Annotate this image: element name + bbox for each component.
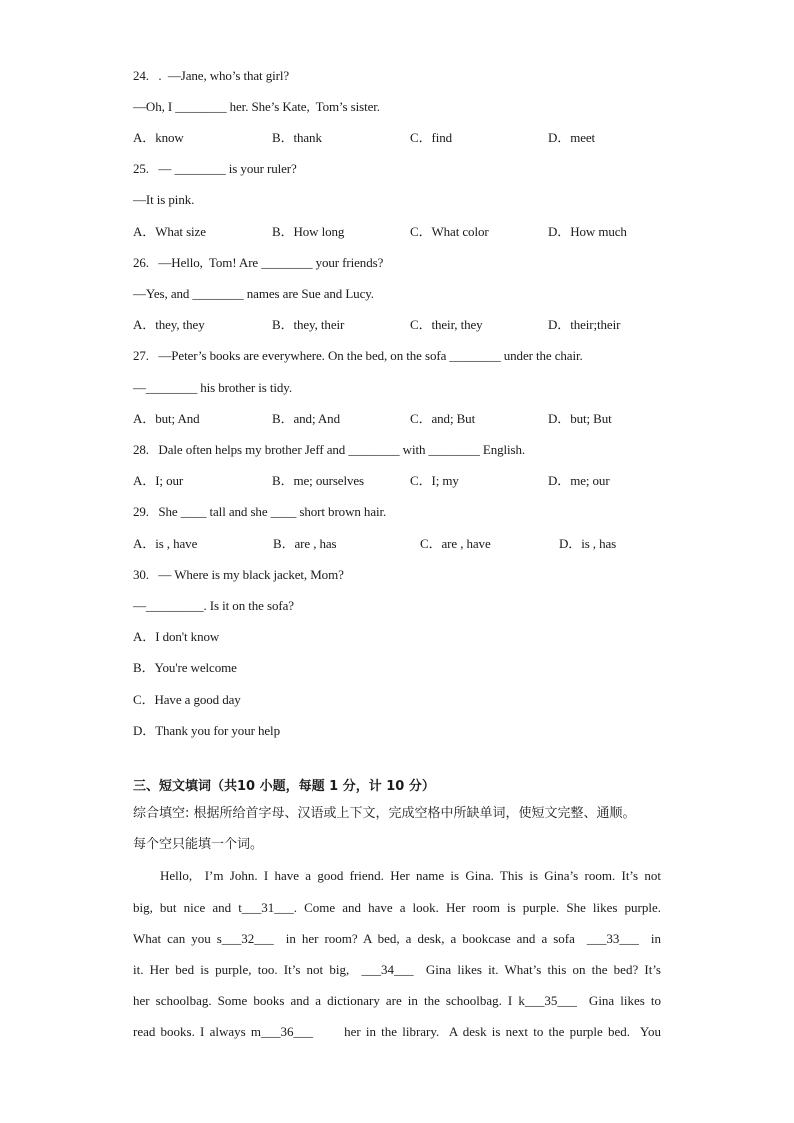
q28-option-d[interactable]: D．me; our bbox=[548, 473, 610, 488]
passage-line-3: What can you s___32___ in her room? A bed, a desk, a bookcase and a sofa ___33___ in bbox=[133, 931, 661, 946]
q24-options bbox=[133, 128, 633, 148]
passage-line-6: read books. I always m___36___ her in the library. A desk is next to the purple bed. You bbox=[133, 1024, 661, 1039]
q28-option-b[interactable]: B．me; ourselves bbox=[272, 473, 365, 488]
q30-option-b[interactable]: B．You're welcome bbox=[133, 660, 237, 675]
q24-option-c[interactable]: C．find bbox=[410, 130, 453, 145]
passage-line-5: her schoolbag. Some books and a dictionary are in the schoolbag. I k___35___ Gina likes to bbox=[133, 993, 661, 1008]
q25-option-b[interactable]: B．How long bbox=[272, 224, 345, 239]
q24-stem: 24. . —Jane, who’s that girl? bbox=[133, 68, 290, 83]
section3-title: 三、短文填词（共10 小题，每题 1 分，计 10 分） bbox=[133, 779, 435, 794]
q30-stem-reply: —_________. Is it on the sofa? bbox=[133, 598, 294, 613]
q30-option-a[interactable]: A．I don't know bbox=[133, 629, 220, 644]
q24-option-d[interactable]: D．meet bbox=[548, 130, 596, 145]
q25-options bbox=[133, 222, 633, 242]
q27-stem-reply: —________ his brother is tidy. bbox=[133, 380, 293, 395]
q26-option-a[interactable]: A．they, they bbox=[133, 317, 205, 332]
q26-option-d[interactable]: D．their;their bbox=[548, 317, 621, 332]
q29-option-b[interactable]: B．are , has bbox=[273, 536, 337, 551]
q25-option-a[interactable]: A．What size bbox=[133, 224, 206, 239]
q29-option-d[interactable]: D．is , has bbox=[559, 536, 617, 551]
q24-option-b[interactable]: B．thank bbox=[272, 130, 322, 145]
q27-option-c[interactable]: C．and; But bbox=[410, 411, 476, 426]
q25-option-d[interactable]: D．How much bbox=[548, 224, 627, 239]
q26-stem: 26. —Hello, Tom! Are ________ your friends? bbox=[133, 255, 384, 270]
q30-stem: 30. — Where is my black jacket, Mom? bbox=[133, 567, 344, 582]
q30-option-c[interactable]: C．Have a good day bbox=[133, 692, 241, 707]
q26-stem-reply: —Yes, and ________ names are Sue and Lucy. bbox=[133, 286, 374, 301]
q28-options bbox=[133, 471, 633, 491]
q27-option-a[interactable]: A．but; And bbox=[133, 411, 200, 426]
q25-stem: 25. — ________ is your ruler? bbox=[133, 161, 297, 176]
section3-instruction: 综合填空: 根据所给首字母、汉语或上下文，完成空格中所缺单词，使短文完整、通顺。 bbox=[133, 806, 636, 821]
passage-line-1: Hello, I’m John. I have a good friend. Her name is Gina. This is Gina’s room. It’s not bbox=[160, 868, 661, 883]
q27-options bbox=[133, 409, 633, 429]
q27-stem: 27. —Peter’s books are everywhere. On the bed, on the sofa ________ under the chair. bbox=[133, 348, 583, 363]
q28-stem: 28. Dale often helps my brother Jeff and ________ with ________ English. bbox=[133, 442, 526, 457]
q29-option-a[interactable]: A．is , have bbox=[133, 536, 198, 551]
q24-stem-reply: —Oh, I ________ her. She’s Kate, Tom’s sister. bbox=[133, 99, 380, 114]
q28-option-c[interactable]: C．I; my bbox=[410, 473, 459, 488]
q26-options bbox=[133, 315, 633, 335]
passage-line-4: it. Her bed is purple, too. It’s not big, ___34___ Gina likes it. What’s this on the bed? It’s bbox=[133, 962, 661, 977]
q25-option-c[interactable]: C．What color bbox=[410, 224, 489, 239]
q26-option-b[interactable]: B．they, their bbox=[272, 317, 345, 332]
passage-line-2: big, but nice and t___31___. Come and have a look. Her room is purple. She likes purple. bbox=[133, 900, 661, 915]
q24-option-a[interactable]: A．know bbox=[133, 130, 184, 145]
q28-option-a[interactable]: A．I; our bbox=[133, 473, 184, 488]
q30-option-d[interactable]: D．Thank you for your help bbox=[133, 723, 280, 738]
q26-option-c[interactable]: C．their, they bbox=[410, 317, 483, 332]
q29-stem: 29. She ____ tall and she ____ short brown hair. bbox=[133, 504, 387, 519]
q27-option-b[interactable]: B．and; And bbox=[272, 411, 340, 426]
q29-option-c[interactable]: C．are , have bbox=[420, 536, 491, 551]
q27-option-d[interactable]: D．but; But bbox=[548, 411, 612, 426]
q25-stem-reply: —It is pink. bbox=[133, 192, 195, 207]
q29-options bbox=[133, 534, 633, 554]
section3-instruction-cont: 每个空只能填一个词。 bbox=[133, 837, 264, 852]
